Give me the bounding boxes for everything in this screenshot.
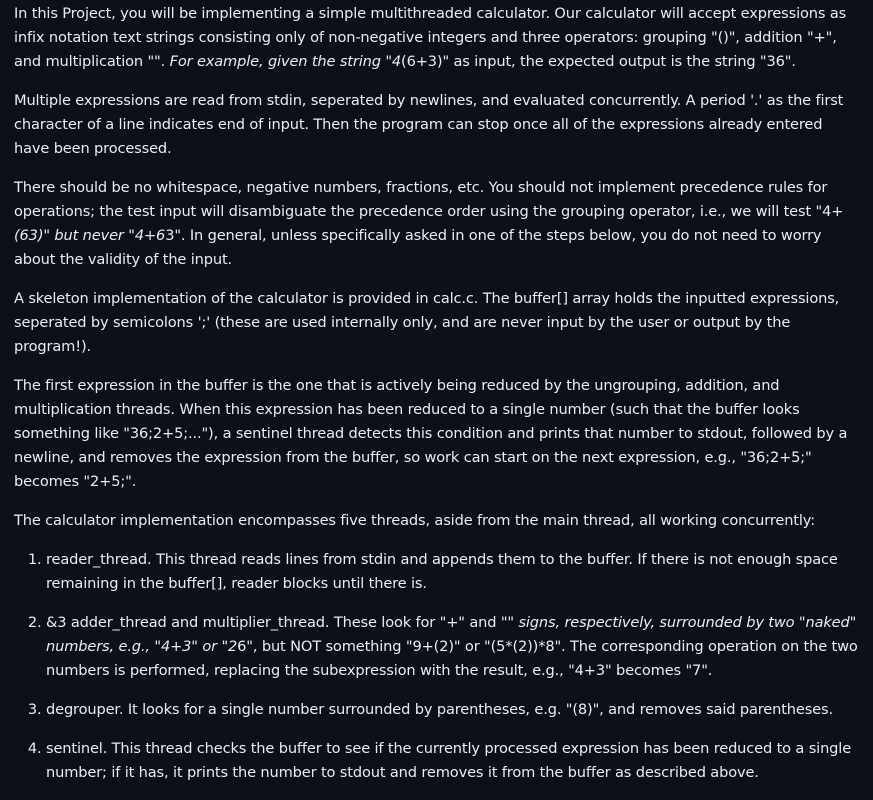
text-run: &3 adder_thread and multiplier_thread. These look for "+" and "" [46, 614, 519, 631]
paragraph-skeleton [14, 287, 860, 359]
italic-text-run: (63)" but never "4+6 [14, 227, 166, 244]
text-run: A skeleton implementation of the calculator is provided in calc.c. The buffer[] array holds the inputted expressions, seperated by semicolons ';' (these are used internally only, and are never input by the user or output by the program!). [14, 290, 840, 355]
text-run: Multiple expressions are read from stdin, seperated by newlines, and evaluated concurrently. A period '.' as the first character of a line indicates end of input. Then the program can stop once all of the expressions already entered have been processed. [14, 92, 844, 157]
text-run: 6", but NOT something "9+(2)" or "(5*(2))*8". The corresponding operation on the two numbers is performed, replacing the subexpression with the result, e.g., "4+3" becomes "7". [46, 638, 858, 679]
paragraph-input [14, 89, 860, 161]
text-run: reader_thread. This thread reads lines from stdin and appends them to the buffer. If there is not enough space remaining in the buffer[], reader blocks until there is. [46, 551, 838, 592]
paragraph-precedence [14, 176, 860, 272]
threads-list [14, 548, 860, 785]
italic-text-run: signs, respectively, surrounded by two "naked" numbers, e.g., "4+3" or "2 [46, 614, 857, 655]
list-item-adder-multiplier [46, 611, 860, 683]
paragraph-threads-intro [14, 509, 860, 533]
italic-text-run: For example, given the string "4 [169, 53, 402, 70]
list-item-reader [46, 548, 860, 596]
paragraph-intro [14, 2, 860, 74]
paragraph-buffer [14, 374, 860, 494]
list-item-degrouper [46, 698, 860, 722]
text-run: sentinel. This thread checks the buffer to see if the currently processed expression has been reduced to a single number; if it has, it prints the number to stdout and removes it from the buffer as described above. [46, 740, 852, 781]
text-run: 3". In general, unless specifically asked in one of the steps below, you do not need to worry about the validity of the input. [14, 227, 822, 268]
text-run: The first expression in the buffer is the one that is actively being reduced by the ungrouping, addition, and multiplication threads. When this expression has been reduced to a single number (such that the buffer looks something like "36;2+5;..."), a sentinel thread detects this condition and prints that number to stdout, followed by a newline, and removes the expression from the buffer, so work can start on the next expression, e.g., "36;2+5;" becomes "2+5;". [14, 377, 848, 490]
text-run: The calculator implementation encompasses five threads, aside from the main thread, all working concurrently: [14, 512, 815, 529]
text-run: degrouper. It looks for a single number surrounded by parentheses, e.g. "(8)", and removes said parentheses. [46, 701, 833, 718]
text-run: In this Project, you will be implementing a simple multithreaded calculator. Our calculator will accept expressions as infix notation text strings consisting only of non-negative integers and three operators: grouping "()", addition "+", and multiplication "". [14, 5, 847, 70]
text-run: There should be no whitespace, negative numbers, fractions, etc. You should not implement precedence rules for operations; the test input will disambiguate the precedence order using the grouping operator, i.e., we will test "4+ [14, 179, 844, 220]
document-body [14, 2, 860, 800]
text-run: (6+3)" as input, the expected output is the string "36". [401, 53, 796, 70]
list-item-sentinel [46, 737, 860, 785]
